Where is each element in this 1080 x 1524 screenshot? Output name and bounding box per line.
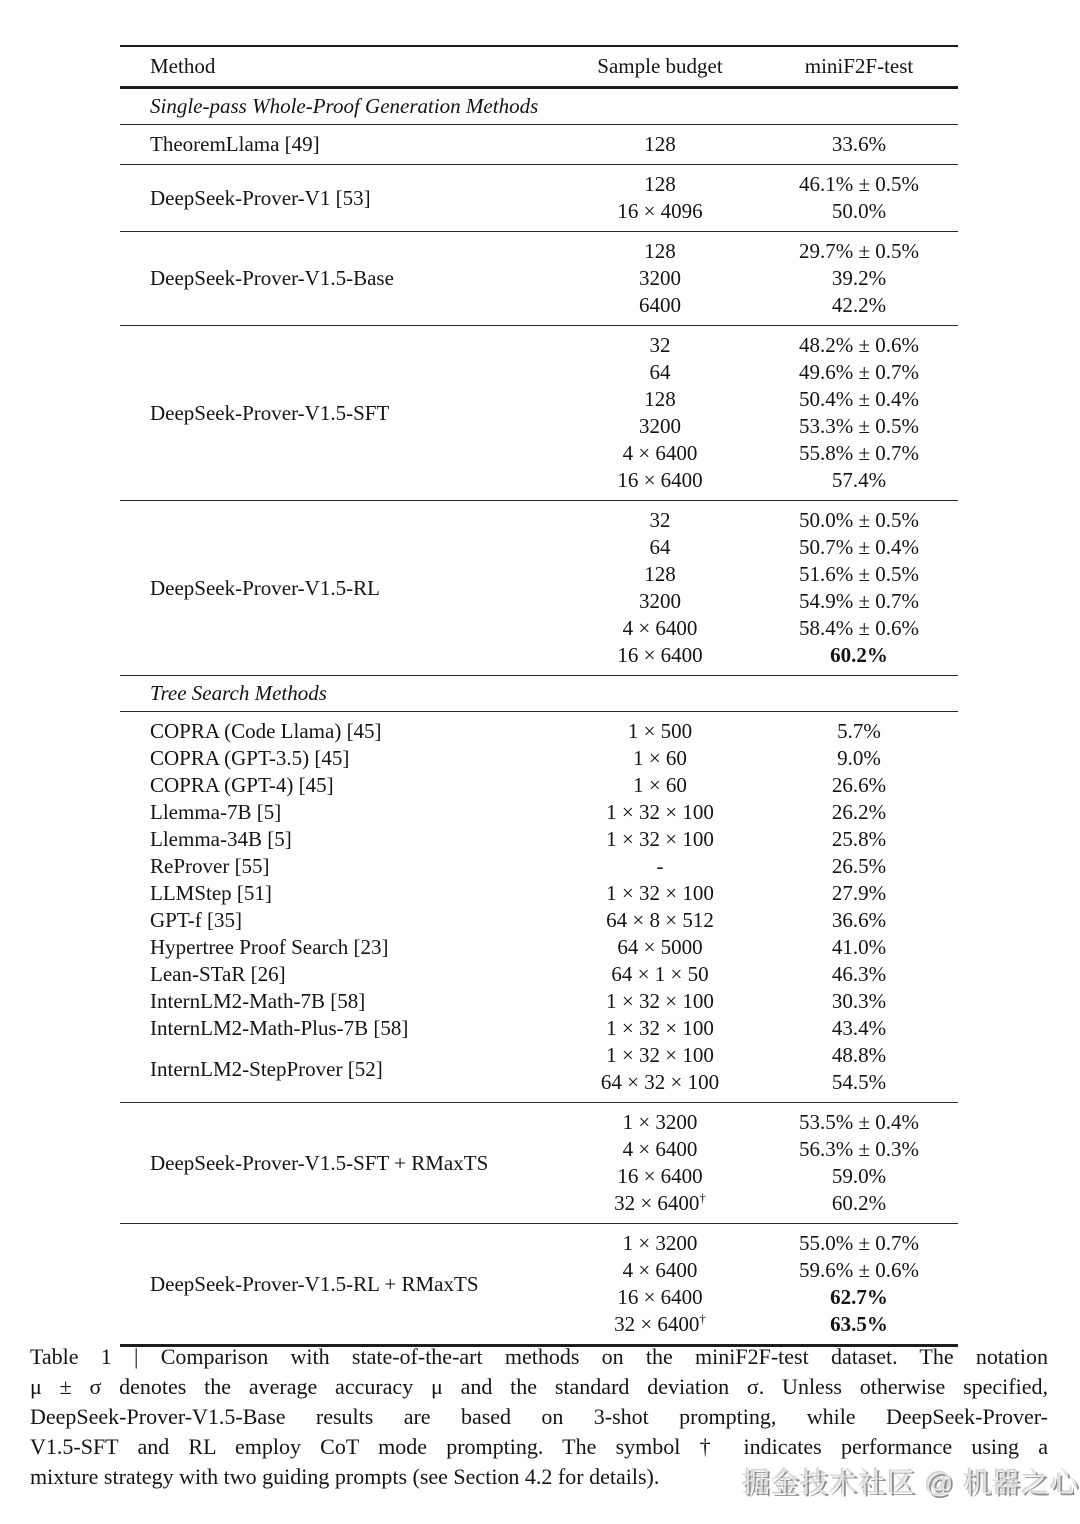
result-value: 46.1% ± 0.5% (798, 172, 919, 196)
budget-value: 3200 (639, 266, 681, 290)
result-value: 26.5% (831, 854, 887, 878)
budget-cell (560, 718, 760, 745)
method-block (120, 1103, 958, 1224)
result-value: 55.8% ± 0.7% (798, 441, 919, 465)
budget-value: 128 (644, 387, 676, 411)
method-name: DeepSeek-Prover-V1 [53] (150, 185, 371, 210)
method-name: COPRA (Code Llama) [45] (150, 719, 382, 743)
method-name: Lean-STaR [26] (150, 962, 286, 986)
method-name: Llemma-34B [5] (150, 827, 292, 851)
table-row (120, 853, 958, 880)
table-blocks (120, 89, 958, 1344)
caption-line: Table 1 | Comparison with state-of-the-art methods on the miniF2F-test dataset. The notation (30, 1344, 1048, 1369)
result-cell (760, 853, 958, 880)
result-value: 9.0% (837, 746, 881, 770)
result-value: 60.2% (830, 643, 888, 667)
budget-cell (560, 238, 760, 319)
method-block (120, 1224, 958, 1344)
budget-value: 16 × 6400 (617, 1285, 703, 1309)
result-value: 43.4% (831, 1016, 887, 1040)
budget-cell (560, 1230, 760, 1338)
result-value: 51.6% ± 0.5% (798, 562, 919, 586)
budget-cell (560, 988, 760, 1015)
result-cell (760, 171, 958, 225)
result-value: 33.6% (831, 132, 887, 156)
budget-value: 128 (644, 132, 676, 156)
budget-cell (560, 826, 760, 853)
budget-value: 1 × 32 × 100 (606, 827, 714, 851)
budget-value: 32 (649, 333, 671, 357)
budget-value: - (656, 854, 664, 878)
result-cell (760, 718, 958, 745)
result-value: 57.4% (831, 468, 887, 492)
method-name: InternLM2-Math-7B [58] (150, 989, 366, 1013)
method-block (120, 165, 958, 232)
method-block (120, 501, 958, 676)
budget-value: 1 × 32 × 100 (606, 881, 714, 905)
budget-value: 32 × 6400† (614, 1311, 706, 1336)
result-value: 26.6% (831, 773, 887, 797)
method-block (120, 326, 958, 501)
method-block (120, 712, 958, 1103)
budget-value: 128 (644, 239, 676, 263)
result-value: 27.9% (831, 881, 887, 905)
budget-value: 1 × 32 × 100 (606, 989, 714, 1013)
method-name: ReProver [55] (150, 854, 270, 878)
result-value: 53.5% ± 0.4% (798, 1110, 919, 1134)
result-value: 46.3% (831, 962, 887, 986)
budget-value: 128 (644, 562, 676, 586)
column-header-method: Method (150, 54, 216, 78)
table-row (120, 880, 958, 907)
result-value: 49.6% ± 0.7% (798, 360, 919, 384)
budget-cell (560, 1015, 760, 1042)
result-cell (760, 1042, 958, 1096)
table-row (120, 332, 958, 494)
budget-value: 4 × 6400 (622, 441, 698, 465)
result-cell (760, 934, 958, 961)
method-name: InternLM2-Math-Plus-7B [58] (150, 1016, 409, 1040)
table-row (120, 1109, 958, 1217)
result-value: 26.2% (831, 800, 887, 824)
budget-cell (560, 907, 760, 934)
caption-line: V1.5-SFT and RL employ CoT mode prompting. The symbol † indicates performance using a (30, 1434, 1048, 1459)
budget-cell (560, 332, 760, 494)
budget-value: 16 × 4096 (617, 199, 703, 223)
budget-value: 1 × 3200 (622, 1231, 698, 1255)
result-cell (760, 799, 958, 826)
table-row (120, 772, 958, 799)
result-value: 54.5% (831, 1070, 887, 1094)
table-row (120, 907, 958, 934)
result-value: 42.2% (831, 293, 887, 317)
budget-value: 64 × 5000 (617, 935, 703, 959)
budget-value: 1 × 500 (627, 719, 693, 743)
result-value: 50.7% ± 0.4% (798, 535, 919, 559)
budget-value: 16 × 6400 (617, 1164, 703, 1188)
result-value: 50.0% (831, 199, 887, 223)
budget-value: 6400 (639, 293, 681, 317)
result-value: 59.6% ± 0.6% (798, 1258, 919, 1282)
method-name: Llemma-7B [5] (150, 800, 282, 824)
budget-value: 3200 (639, 589, 681, 613)
budget-cell (560, 507, 760, 669)
caption-line: mixture strategy with two guiding prompts (see Section 4.2 for details). (30, 1464, 660, 1489)
table-row (120, 745, 958, 772)
table-row (120, 1230, 958, 1338)
table-row (120, 171, 958, 225)
budget-value: 4 × 6400 (622, 616, 698, 640)
budget-value: 1 × 32 × 100 (606, 1043, 714, 1067)
column-header-sample-budget: Sample budget (597, 54, 723, 78)
result-value: 41.0% (831, 935, 887, 959)
budget-value: 16 × 6400 (617, 643, 703, 667)
method-name: TheoremLlama [49] (150, 132, 320, 156)
section-label: Tree Search Methods (120, 676, 958, 712)
method-name: DeepSeek-Prover-V1.5-Base (150, 266, 394, 290)
budget-cell (560, 772, 760, 799)
method-name: DeepSeek-Prover-V1.5-SFT + RMaxTS (150, 1150, 489, 1175)
result-value: 48.2% ± 0.6% (798, 333, 919, 357)
result-cell (760, 745, 958, 772)
method-name: GPT-f [35] (150, 908, 242, 932)
budget-value: 64 × 1 × 50 (611, 962, 709, 986)
result-cell (760, 826, 958, 853)
method-name: DeepSeek-Prover-V1.5-RL (150, 575, 380, 600)
result-cell (760, 1109, 958, 1217)
table-row (120, 988, 958, 1015)
result-value: 54.9% ± 0.7% (798, 589, 919, 613)
result-value: 60.2% (831, 1191, 887, 1215)
result-value: 30.3% (831, 989, 887, 1013)
result-cell (760, 907, 958, 934)
budget-value: 16 × 6400 (617, 468, 703, 492)
result-cell (760, 772, 958, 799)
result-value: 56.3% ± 0.3% (798, 1137, 919, 1161)
dagger-marker: † (699, 1311, 706, 1326)
watermark-text: 掘金技术社区 @ 机器之心 (742, 1467, 1079, 1498)
result-value: 29.7% ± 0.5% (798, 239, 919, 263)
table-header-row (120, 45, 958, 89)
result-cell (760, 961, 958, 988)
section-label: Single-pass Whole-Proof Generation Methods (120, 89, 958, 125)
result-cell (760, 1015, 958, 1042)
budget-value: 64 (649, 535, 671, 559)
budget-cell (560, 171, 760, 225)
method-name: InternLM2-StepProver [52] (150, 1056, 383, 1081)
budget-value: 64 (649, 360, 671, 384)
result-value: 5.7% (837, 719, 881, 743)
budget-value: 64 × 32 × 100 (600, 1070, 720, 1094)
budget-value: 32 (649, 508, 671, 532)
budget-cell (560, 745, 760, 772)
table-row (120, 238, 958, 319)
result-value: 50.4% ± 0.4% (798, 387, 919, 411)
column-header-minif2f-test: miniF2F-test (804, 54, 914, 78)
method-name: COPRA (GPT-4) [45] (150, 773, 334, 797)
budget-value: 4 × 6400 (622, 1258, 698, 1282)
budget-value: 1 × 3200 (622, 1110, 698, 1134)
table-row (120, 131, 958, 158)
result-cell (760, 238, 958, 319)
comparison-table (120, 45, 958, 1347)
result-value: 36.6% (831, 908, 887, 932)
result-value: 58.4% ± 0.6% (798, 616, 919, 640)
method-name: Hypertree Proof Search [23] (150, 935, 389, 959)
result-cell (760, 1230, 958, 1338)
budget-value: 4 × 6400 (622, 1137, 698, 1161)
table-row (120, 1015, 958, 1042)
result-cell (760, 988, 958, 1015)
budget-cell (560, 853, 760, 880)
result-cell (760, 131, 958, 158)
table-row (120, 934, 958, 961)
budget-cell (560, 961, 760, 988)
table-row (120, 799, 958, 826)
method-name: LLMStep [51] (150, 881, 272, 905)
budget-value: 1 × 60 (633, 773, 687, 797)
caption-line: μ ± σ denotes the average accuracy μ and the standard deviation σ. Unless otherwise specified, (30, 1374, 1048, 1399)
dagger-marker: † (699, 1190, 706, 1205)
budget-value: 64 × 8 × 512 (606, 908, 714, 932)
table-row (120, 507, 958, 669)
budget-value: 32 × 6400† (614, 1190, 706, 1215)
budget-cell (560, 1042, 760, 1096)
result-value: 63.5% (830, 1312, 888, 1336)
table-row (120, 718, 958, 745)
caption-line: DeepSeek-Prover-V1.5-Base results are based on 3-shot prompting, while DeepSeek-Prover- (30, 1404, 1048, 1429)
budget-value: 3200 (639, 414, 681, 438)
budget-cell (560, 131, 760, 158)
table-row (120, 961, 958, 988)
method-name: COPRA (GPT-3.5) [45] (150, 746, 350, 770)
result-cell (760, 507, 958, 669)
method-block (120, 125, 958, 165)
result-value: 59.0% (831, 1164, 887, 1188)
result-value: 50.0% ± 0.5% (798, 508, 919, 532)
method-block (120, 232, 958, 326)
method-name: DeepSeek-Prover-V1.5-SFT (150, 400, 390, 425)
result-cell (760, 880, 958, 907)
method-name: DeepSeek-Prover-V1.5-RL + RMaxTS (150, 1271, 479, 1296)
table-row (120, 1042, 958, 1096)
result-value: 25.8% (831, 827, 887, 851)
budget-value: 128 (644, 172, 676, 196)
budget-cell (560, 880, 760, 907)
result-value: 53.3% ± 0.5% (798, 414, 919, 438)
budget-cell (560, 1109, 760, 1217)
result-value: 39.2% (831, 266, 887, 290)
budget-cell (560, 799, 760, 826)
budget-value: 1 × 60 (633, 746, 687, 770)
result-value: 55.0% ± 0.7% (798, 1231, 919, 1255)
result-value: 48.8% (831, 1043, 887, 1067)
table-row (120, 826, 958, 853)
result-value: 62.7% (830, 1285, 888, 1309)
budget-value: 1 × 32 × 100 (606, 800, 714, 824)
budget-cell (560, 934, 760, 961)
budget-value: 1 × 32 × 100 (606, 1016, 714, 1040)
result-cell (760, 332, 958, 494)
